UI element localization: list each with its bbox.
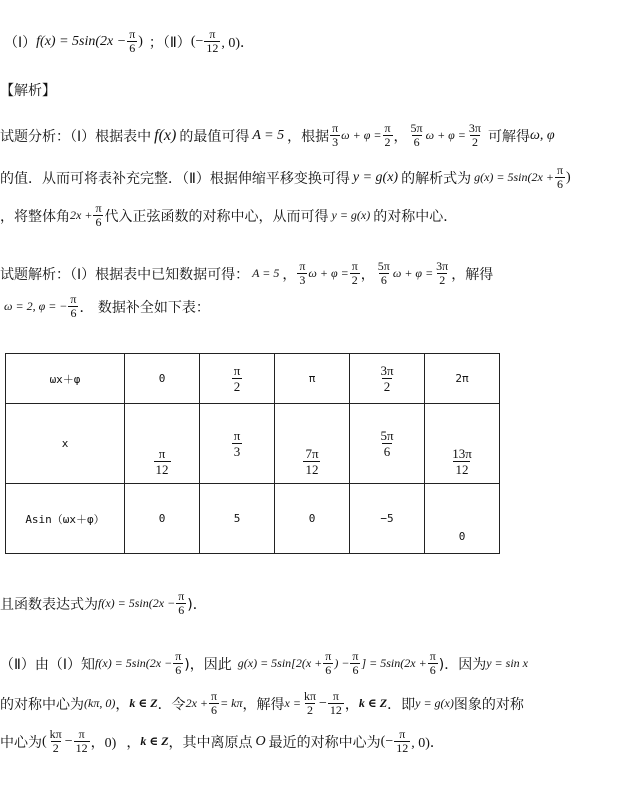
analysis-line-1: [0, 122, 555, 149]
frac-5pi-6: $\frac{5\pi}{6}$: [410, 121, 423, 149]
part2-text: ．即: [387, 696, 416, 713]
table-cell: 0: [275, 484, 350, 554]
minus: −: [319, 695, 327, 711]
frac-pi-3: $\frac{\pi}{3}$: [299, 259, 306, 287]
solution-text: ． 数据补全如下表：: [79, 299, 210, 316]
eq: ω + φ =: [425, 128, 466, 142]
part2-text: ．令: [157, 696, 186, 713]
y-sinx: y = sin x: [486, 656, 528, 670]
analysis-text: 可解得: [487, 128, 530, 145]
analysis-text: 代入正弦函数的对称中心，从而可得: [104, 208, 329, 225]
solution-text: ，解得: [451, 266, 494, 283]
table-cell: $\frac{\pi}{3}$: [200, 404, 275, 484]
expression-line: [0, 590, 207, 617]
table-cell: 5: [200, 484, 275, 554]
comma: ，: [344, 696, 359, 713]
section-heading: 【解析】: [0, 83, 56, 99]
frac-pi-3: $\frac{\pi}{3}$: [332, 121, 339, 149]
solution-line-2: [4, 293, 210, 320]
part-two-label: ；（Ⅱ）: [148, 34, 191, 51]
paren: , 0)．: [411, 735, 444, 751]
angle: 2x +: [70, 208, 93, 222]
frac-3pi-2: $\frac{3\pi}{2}$: [468, 121, 481, 149]
part2-text: （Ⅱ）由（Ⅰ）知: [0, 656, 96, 673]
paren: (−: [380, 733, 394, 749]
part2-line-2: [0, 690, 524, 717]
table-cell: $\frac{\pi}{2}$: [200, 354, 275, 404]
paren: ，0): [90, 735, 117, 751]
frac-3pi-2: $\frac{3\pi}{2}$: [436, 259, 449, 287]
table-cell: 0: [125, 484, 200, 554]
analysis-text: 的解析式为: [401, 170, 472, 187]
y-gx: y = g(x): [415, 696, 454, 710]
frac-pi-2: $\frac{\pi}{2}$: [384, 121, 391, 149]
table-cell: $\frac{3\pi}{2}$: [350, 354, 425, 404]
table-cell: 0: [125, 354, 200, 404]
table-cell: $\frac{5\pi}{6}$: [350, 404, 425, 484]
table-row: [6, 354, 500, 404]
frac-pi-6: $\frac{\pi}{6}$: [178, 589, 185, 617]
part2-text: 图象的对称: [453, 696, 524, 713]
data-table: [5, 353, 500, 554]
part-one-label: （Ⅰ）: [4, 34, 37, 51]
paren: ): [566, 169, 571, 185]
comma: ，: [393, 128, 408, 145]
frac-pi-6: $\frac{\pi}{6}$: [129, 27, 136, 55]
analysis-text: 的最值可得: [179, 128, 250, 145]
fx: f(x) = 5sin(2x −: [98, 596, 176, 610]
table-row: [6, 404, 500, 484]
fx: f(x): [154, 126, 177, 144]
comma: ，: [360, 266, 375, 283]
table-cell: 0: [425, 484, 500, 554]
solution-text: 试题解析：（Ⅰ）根据表中已知数据可得：: [0, 266, 250, 283]
part2-line-3: [0, 728, 444, 755]
part2-text: 中心为: [0, 734, 42, 751]
omega-phi-values: ω = 2, φ = −: [4, 299, 68, 313]
frac-5pi-6: $\frac{5\pi}{6}$: [377, 259, 390, 287]
analysis-line-3: [0, 202, 457, 229]
analysis-text: 试题分析：（Ⅰ）根据表中: [0, 128, 152, 145]
answer-line: [4, 28, 254, 55]
paren: (−: [190, 33, 204, 49]
y-gx: y = g(x): [331, 208, 371, 222]
frac-pi-12: $\frac{\pi}{12}$: [396, 727, 409, 755]
frac-pi-6: $\frac{\pi}{6}$: [211, 689, 218, 717]
k-in-z: k ∈ Z: [140, 734, 169, 748]
gx: g(x) = 5sin(2x +: [474, 170, 554, 184]
comma: ，: [126, 734, 141, 751]
frac-pi-6: $\frac{\pi}{6}$: [352, 649, 359, 677]
minus: ) −: [334, 656, 350, 670]
part2-text: ，解得: [242, 696, 285, 713]
solution-line-1: [0, 260, 493, 287]
frac-pi-6: $\frac{\pi}{6}$: [175, 649, 182, 677]
frac-pi-12: $\frac{\pi}{12}$: [329, 689, 342, 717]
frac-kpi-2: $\frac{k\pi}{2}$: [303, 689, 316, 717]
header-cell: x: [6, 404, 125, 484]
table-cell: $\frac{7\pi}{12}$: [275, 404, 350, 484]
expression-text: 且函数表达式为: [0, 596, 98, 613]
paren: ): [138, 33, 143, 49]
eq: = kπ: [220, 696, 243, 710]
answer-end: , 0)．: [221, 35, 255, 51]
frac-pi-12: $\frac{\pi}{12}$: [75, 727, 88, 755]
frac-pi-6: $\frac{\pi}{6}$: [70, 292, 77, 320]
table-cell: −5: [350, 484, 425, 554]
gx: g(x) = 5sin[2(x +: [237, 656, 323, 670]
answer-fx: f(x) = 5sin(2x −: [36, 33, 127, 49]
origin: O: [255, 733, 266, 749]
expression-end: )．: [187, 596, 207, 613]
frac-pi-6: $\frac{\pi}{6}$: [429, 649, 436, 677]
part2-text: ，其中离原点: [168, 734, 253, 751]
analysis-text: 的对称中心．: [373, 208, 458, 225]
y-gx: y = g(x): [352, 169, 399, 185]
angle: 2x +: [185, 696, 208, 710]
k-in-z: k ∈ Z: [358, 696, 388, 710]
analysis-text: ，将整体角: [0, 208, 70, 225]
analysis-line-2: [0, 164, 571, 191]
part2-text: 的对称中心为: [0, 696, 84, 713]
table-cell: $\frac{\pi}{12}$: [125, 404, 200, 484]
part2-text: )．因为: [438, 656, 487, 673]
part2-text: )，因此: [184, 656, 232, 673]
header-cell: ωx＋φ: [6, 354, 125, 404]
table-cell: 2π: [425, 354, 500, 404]
table-row: [6, 484, 500, 554]
omega-phi: ω, φ: [529, 127, 555, 143]
comma: ，: [115, 696, 130, 713]
eq: ω + φ =: [341, 128, 382, 142]
gx: ] = 5sin(2x +: [361, 656, 427, 670]
table-cell: π: [275, 354, 350, 404]
minus: −: [64, 733, 73, 749]
fx: f(x) = 5sin(2x −: [95, 656, 173, 670]
k-in-z: k ∈ Z: [129, 696, 158, 710]
frac-pi-12: $\frac{\pi}{12}$: [206, 27, 219, 55]
table-cell: $\frac{13\pi}{12}$: [425, 404, 500, 484]
comma: ，: [282, 266, 297, 283]
frac-pi-2: $\frac{\pi}{2}$: [351, 259, 358, 287]
center: (kπ, 0): [84, 696, 116, 710]
part2-line-1: [0, 650, 528, 677]
x-eq: x =: [284, 696, 301, 710]
header-cell: Asin（ωx＋φ）: [6, 484, 125, 554]
eq: ω + φ =: [392, 266, 434, 280]
frac-pi-6: $\frac{\pi}{6}$: [325, 649, 332, 677]
A-value: A = 5: [252, 266, 280, 280]
eq: ω + φ =: [308, 266, 349, 280]
A-value: A = 5: [252, 127, 285, 143]
paren: (: [42, 733, 47, 749]
frac-kpi-2: $\frac{k\pi}{2}$: [49, 727, 62, 755]
analysis-text: 的值．从而可将表补充完整．（Ⅱ）根据伸缩平移变换可得: [0, 170, 350, 187]
part2-text: 最近的对称中心为: [268, 734, 381, 751]
analysis-text: ，根据: [287, 128, 330, 145]
frac-pi-6: $\frac{\pi}{6}$: [95, 201, 102, 229]
frac-pi-6: $\frac{\pi}{6}$: [556, 163, 563, 191]
